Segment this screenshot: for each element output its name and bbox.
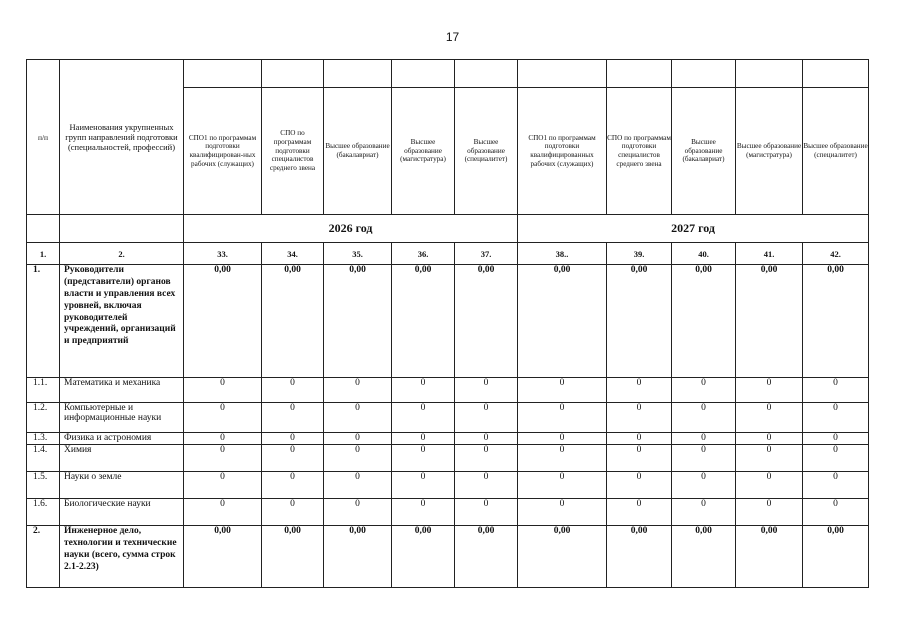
- row-number: 1.1.: [27, 378, 60, 403]
- index-cell: 38..: [518, 243, 607, 265]
- value-cell: 0,00: [736, 526, 803, 588]
- value-cell: 0: [392, 472, 455, 499]
- value-cell: 0,00: [803, 526, 869, 588]
- value-cell: 0: [324, 499, 392, 526]
- empty-cell: [60, 215, 184, 243]
- value-cell: 0,00: [672, 526, 736, 588]
- value-cell: 0,00: [518, 265, 607, 378]
- value-cell: 0: [392, 378, 455, 403]
- value-cell: 0: [392, 445, 455, 472]
- value-cell: 0: [607, 403, 672, 433]
- value-cell: 0: [392, 433, 455, 445]
- value-cell: 0: [518, 499, 607, 526]
- value-cell: 0: [672, 499, 736, 526]
- empty-cell: [27, 215, 60, 243]
- table-row: [27, 403, 869, 433]
- value-cell: 0: [518, 445, 607, 472]
- value-cell: 0,00: [736, 265, 803, 378]
- index-cell: 34.: [262, 243, 324, 265]
- value-cell: 0: [455, 378, 518, 403]
- value-cell: 0: [184, 433, 262, 445]
- value-cell: 0: [672, 403, 736, 433]
- row-number: 2.: [27, 526, 60, 588]
- value-cell: 0: [736, 499, 803, 526]
- row-name: Руководители (представители) органов власти и управления всех уровней, включая руководителей учреждений, организаций и предприятий: [60, 265, 184, 378]
- spacer-cell: [455, 60, 518, 88]
- index-cell: 35.: [324, 243, 392, 265]
- col-header: Высшее образование (бакалавриат): [672, 88, 736, 215]
- value-cell: 0,00: [803, 265, 869, 378]
- col-header: Высшее образование (магистратура): [736, 88, 803, 215]
- row-name: Химия: [60, 445, 184, 472]
- spacer-cell: [184, 60, 262, 88]
- col-header: СПО по программам подготовки специалистов среднего звена: [262, 88, 324, 215]
- value-cell: 0,00: [184, 265, 262, 378]
- value-cell: 0: [672, 433, 736, 445]
- spacer-cell: [392, 60, 455, 88]
- value-cell: 0,00: [672, 265, 736, 378]
- num-col-header: п/п: [27, 60, 60, 215]
- value-cell: 0,00: [184, 526, 262, 588]
- row-number: 1.4.: [27, 445, 60, 472]
- index-row: [27, 243, 869, 265]
- col-header: Высшее образование (специалитет): [803, 88, 869, 215]
- value-cell: 0: [455, 445, 518, 472]
- value-cell: 0: [803, 403, 869, 433]
- value-cell: 0,00: [607, 526, 672, 588]
- row-number: 1.2.: [27, 403, 60, 433]
- value-cell: 0: [803, 472, 869, 499]
- value-cell: 0,00: [324, 265, 392, 378]
- table-row: [27, 472, 869, 499]
- value-cell: 0,00: [324, 526, 392, 588]
- spacer-cell: [518, 60, 607, 88]
- value-cell: 0: [455, 472, 518, 499]
- index-cell: 33.: [184, 243, 262, 265]
- row-number: 1.6.: [27, 499, 60, 526]
- value-cell: 0: [324, 445, 392, 472]
- table-row: [27, 433, 869, 445]
- value-cell: 0: [262, 445, 324, 472]
- value-cell: 0: [736, 472, 803, 499]
- value-cell: 0: [672, 445, 736, 472]
- value-cell: 0: [607, 433, 672, 445]
- index-cell: 41.: [736, 243, 803, 265]
- value-cell: 0,00: [392, 265, 455, 378]
- year-2027: 2027 год: [518, 215, 869, 243]
- value-cell: 0: [607, 445, 672, 472]
- index-cell: 42.: [803, 243, 869, 265]
- value-cell: 0: [324, 472, 392, 499]
- value-cell: 0: [672, 378, 736, 403]
- value-cell: 0: [262, 472, 324, 499]
- value-cell: 0: [324, 433, 392, 445]
- row-name: Физика и астрономия: [60, 433, 184, 445]
- value-cell: 0: [184, 378, 262, 403]
- value-cell: 0: [803, 378, 869, 403]
- value-cell: 0,00: [455, 265, 518, 378]
- year-row: [27, 215, 869, 243]
- row-name: Математика и механика: [60, 378, 184, 403]
- table-row: [27, 265, 869, 378]
- value-cell: 0: [262, 499, 324, 526]
- value-cell: 0: [518, 403, 607, 433]
- value-cell: 0: [518, 472, 607, 499]
- value-cell: 0: [607, 472, 672, 499]
- col-header: СПО1 по программам подготовки квалифицирован-ных рабочих (служащих): [184, 88, 262, 215]
- value-cell: 0: [324, 403, 392, 433]
- value-cell: 0: [184, 472, 262, 499]
- index-cell: 39.: [607, 243, 672, 265]
- row-name: Компьютерные и информационные науки: [60, 403, 184, 433]
- value-cell: 0,00: [607, 265, 672, 378]
- year-2026: 2026 год: [184, 215, 518, 243]
- value-cell: 0: [672, 472, 736, 499]
- row-name: Инженерное дело, технологии и технические науки (всего, сумма строк 2.1-2.23): [60, 526, 184, 588]
- value-cell: 0: [262, 403, 324, 433]
- value-cell: 0: [324, 378, 392, 403]
- value-cell: 0: [736, 433, 803, 445]
- table-row: [27, 445, 869, 472]
- row-name: Биологические науки: [60, 499, 184, 526]
- value-cell: 0: [455, 499, 518, 526]
- row-number: 1.5.: [27, 472, 60, 499]
- spacer-cell: [607, 60, 672, 88]
- name-col-header: Наименования укрупненных групп направлений подготовки (специальностей, профессий): [60, 60, 184, 215]
- index-cell: 2.: [60, 243, 184, 265]
- index-cell: 40.: [672, 243, 736, 265]
- value-cell: 0: [736, 445, 803, 472]
- index-cell: 36.: [392, 243, 455, 265]
- col-header: СПО1 по программам подготовки квалифицированных рабочих (служащих): [518, 88, 607, 215]
- value-cell: 0: [736, 403, 803, 433]
- value-cell: 0: [607, 499, 672, 526]
- spacer-cell: [736, 60, 803, 88]
- value-cell: 0: [455, 433, 518, 445]
- row-number: 1.3.: [27, 433, 60, 445]
- data-table: [26, 59, 869, 588]
- col-header: СПО по программам подготовки специалистов среднего звена: [607, 88, 672, 215]
- value-cell: 0: [392, 403, 455, 433]
- index-cell: 1.: [27, 243, 60, 265]
- value-cell: 0: [455, 403, 518, 433]
- spacer-cell: [262, 60, 324, 88]
- value-cell: 0: [736, 378, 803, 403]
- col-header: Высшее образование (специалитет): [455, 88, 518, 215]
- value-cell: 0,00: [392, 526, 455, 588]
- col-header: Высшее образование (магистратура): [392, 88, 455, 215]
- value-cell: 0: [518, 433, 607, 445]
- table-row: [27, 378, 869, 403]
- table-row: [27, 526, 869, 588]
- value-cell: 0: [803, 445, 869, 472]
- value-cell: 0: [803, 499, 869, 526]
- top-spacer-row: [27, 60, 869, 88]
- value-cell: 0: [392, 499, 455, 526]
- value-cell: 0: [518, 378, 607, 403]
- value-cell: 0: [803, 433, 869, 445]
- spacer-cell: [672, 60, 736, 88]
- col-header: Высшее образование (бакалавриат): [324, 88, 392, 215]
- value-cell: 0: [262, 378, 324, 403]
- value-cell: 0,00: [518, 526, 607, 588]
- row-number: 1.: [27, 265, 60, 378]
- value-cell: 0: [262, 433, 324, 445]
- value-cell: 0,00: [262, 265, 324, 378]
- page-number: 17: [445, 30, 460, 44]
- value-cell: 0: [184, 445, 262, 472]
- value-cell: 0: [607, 378, 672, 403]
- index-cell: 37.: [455, 243, 518, 265]
- table-row: [27, 499, 869, 526]
- value-cell: 0: [184, 499, 262, 526]
- value-cell: 0,00: [455, 526, 518, 588]
- row-name: Науки о земле: [60, 472, 184, 499]
- value-cell: 0: [184, 403, 262, 433]
- spacer-cell: [324, 60, 392, 88]
- spacer-cell: [803, 60, 869, 88]
- value-cell: 0,00: [262, 526, 324, 588]
